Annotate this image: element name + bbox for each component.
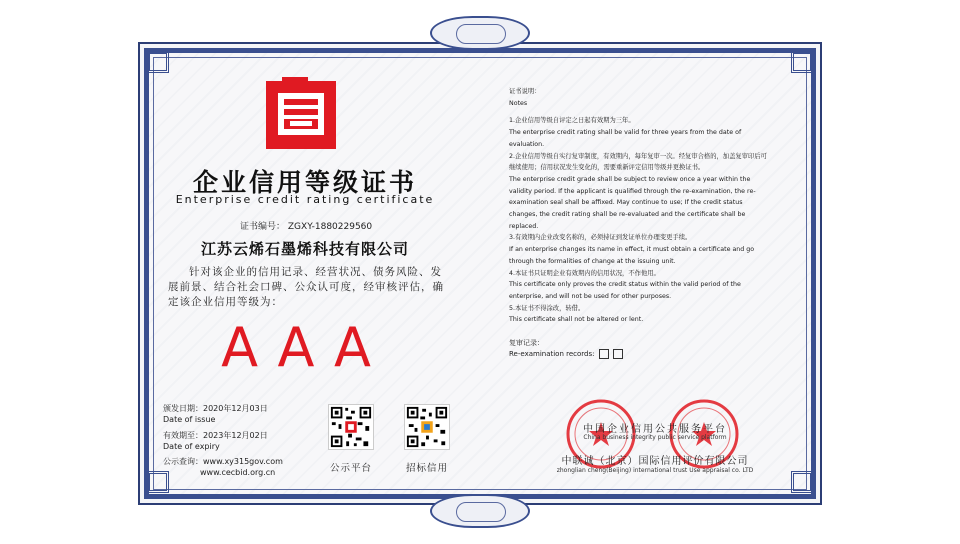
note-line: 2.企业信用等级自实行复审制度，有效期内，每年复审一次。经复审合格的，加盖复审印后可继续使用；信用状况发生变化的，需要重新评定信用等级并更换证书。 <box>509 152 767 172</box>
qr-code-icon <box>328 404 374 450</box>
reexam-box <box>599 349 609 359</box>
certificate-title-en: Enterprise credit rating certificate <box>175 193 435 206</box>
reexam-label-en: Re-examination records: <box>509 350 595 358</box>
query-block <box>163 456 283 478</box>
issue-date-block <box>163 403 268 425</box>
note-line: The enterprise credit grade shall be subject to review once a year within the validity period. If the applicant is qualified through the re-examination, the re-examination seal shall be affixed. May continue to use; If the credit status changes, the credit rating shall be re-evaluated and the certificate shall be replaced. <box>509 175 756 230</box>
query-label: 公示查询： <box>163 457 203 466</box>
issue-date-label: 颁发日期： <box>163 404 203 413</box>
credit-rating: AAA <box>221 316 389 379</box>
note-line: This certificate only proves the credit status within the valid period of the enterprise, and will not be used for other purposes. <box>509 281 741 300</box>
note-line: 1.企业信用等级自评定之日起有效期为三年。 <box>509 117 635 125</box>
notes-section <box>509 86 771 326</box>
notes-header-en: Notes <box>509 99 528 107</box>
notes-header-cn: 证书说明： <box>509 88 541 95</box>
qr-code-icon <box>404 404 450 450</box>
note-line: 4.本证书只证明企业有效期内的信用状况，不作他用。 <box>509 269 660 277</box>
reexam-label-cn: 复审记录： <box>509 339 544 347</box>
expiry-date-block <box>163 430 268 452</box>
qr-caption-public: 公示平台 <box>329 463 372 474</box>
corner-ornament-icon <box>791 471 813 493</box>
issue-date: 2020年12月03日 <box>203 404 268 413</box>
issue-date-label-en: Date of issue <box>163 415 216 424</box>
note-line: 5.本证书不得涂改，转借。 <box>509 304 585 312</box>
issuer-name-en: zhonglian cheng(Beijing) international trust Use appraisal co. LTD <box>556 467 754 474</box>
qr-caption-bidding: 招标信用 <box>405 463 448 474</box>
platform-name-en: China business integrity public service platform <box>583 434 727 441</box>
reexam-records <box>509 338 623 360</box>
cert-no-label: 证书编号： <box>240 222 286 232</box>
note-line: 3.有效期内企业改变名称的，必须持证到发证单位办理变更手续。 <box>509 234 692 242</box>
expiry-date: 2023年12月02日 <box>203 431 268 440</box>
expiry-date-label-en: Date of expiry <box>163 442 220 451</box>
note-line: This certificate shall not be altered or lent. <box>509 316 644 324</box>
certificate-title: 企业信用等级证书 <box>192 168 417 197</box>
reexam-box <box>613 349 623 359</box>
platform-name: 中国企业信用公共服务平台 <box>583 424 727 435</box>
note-line: The enterprise credit rating shall be valid for three years from the date of evaluation. <box>509 129 742 148</box>
corner-ornament-icon <box>791 51 813 73</box>
bottom-ornament-icon <box>430 494 530 528</box>
certificate-body-text: 针对该企业的信用记录、经营状况、债务风险、发展前景、结合社会口碑、公众认可度，经审核评估，确定该企业信用等级为： <box>168 266 444 308</box>
expiry-date-label: 有效期至： <box>163 431 203 440</box>
top-ornament-icon <box>430 16 530 50</box>
company-name: 江苏云烯石墨烯科技有限公司 <box>200 240 409 258</box>
query-url-2: www.cecbid.org.cn <box>200 468 276 477</box>
query-url-1: www.xy315gov.com <box>203 457 283 466</box>
corner-ornament-icon <box>147 51 169 73</box>
credit-logo-icon <box>264 75 344 155</box>
certificate-number <box>240 219 372 232</box>
note-line: If an enterprise changes its name in effect, it must obtain a certificate and go through the formalities of change at the issuing unit. <box>509 246 755 265</box>
issuer-name: 中联诚（北京）国际信用评价有限公司 <box>561 456 749 467</box>
cert-no-value: ZGXY-1880229560 <box>287 222 373 232</box>
